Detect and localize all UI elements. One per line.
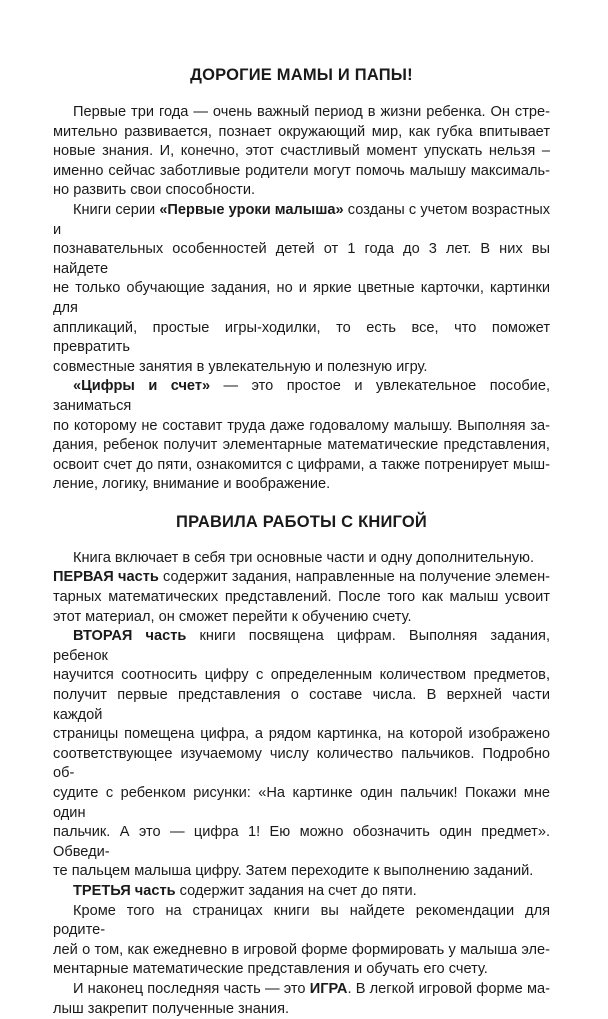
text-line: Кроме того на страницах книги вы найдете рекомендации для родите-: [53, 902, 550, 939]
text-line: судите с ребенком рисунки: «На картинке один пальчик! Покажи мне один: [53, 785, 550, 821]
text-line: аппликаций, простые игры-ходилки, то есть все, что поможет превратить: [53, 319, 550, 356]
text-line: [53, 201, 550, 240]
paragraph-book-series: [53, 201, 550, 377]
text-line: лей о том, как ежедневно в игровой форме формировать у малыша эле-: [53, 941, 550, 958]
part-three-label: ТРЕТЬЯ часть: [73, 882, 176, 899]
text-run: — это простое и увлекательное пособие, заниматься: [53, 378, 550, 414]
text-line: страницы помещена цифра, а рядом картинка, на которой изображено: [53, 726, 550, 743]
text-run: И наконец последняя часть — это: [73, 980, 310, 997]
text-run: Книги серии: [73, 201, 160, 218]
text-line: [53, 627, 550, 666]
text-line: по которому не составит труда даже годовалому малышу. Выполняя за-: [53, 417, 550, 434]
text-line: дания, ребенок получит элементарные математические представления,: [53, 437, 550, 454]
text-run: содержит задания, направленные на получение элемен-: [158, 569, 550, 586]
text-run: созданы с учетом возрастных и: [53, 201, 550, 238]
book-name: «Цифры и счет»: [73, 378, 211, 395]
text-run: . В легкой игровой форме ма-: [347, 980, 550, 997]
text-line: освоит счет до пяти, ознакомится с цифрами, а также потренирует мыш-: [53, 456, 550, 473]
text-line: не только обучающие задания, но и яркие цветные карточки, картинки для: [53, 280, 550, 316]
text-line: получит первые представления о составе числа. В верхней части каждой: [53, 687, 550, 723]
game-label: ИГРА: [309, 980, 348, 997]
paragraph-numbers-and-counting: [53, 377, 550, 495]
paragraph-part-two: [53, 627, 550, 882]
text-line: [53, 882, 550, 902]
text-run: книги посвящена цифрам. Выполняя задания, ребенок: [53, 628, 550, 664]
text-line: пальчик. А это — цифра 1! Ею можно обозначить один предмет». Обведи-: [53, 824, 550, 860]
text-line: но развить свои способности.: [53, 182, 256, 199]
text-line: новые знания. И, конечно, этот счастливый момент упускать нельзя –: [53, 143, 550, 160]
text-line: соответствующее изучаемому числу количество пальчиков. Подробно об-: [53, 745, 550, 782]
paragraph-recommendations: [53, 902, 550, 980]
section-title-rules: ПРАВИЛА РАБОТЫ С КНИГОЙ: [176, 512, 427, 531]
text-line: научится соотносить цифру с определенным количеством предметов,: [53, 667, 550, 684]
text-line: этот материал, он сможет перейти к обучению счету.: [53, 608, 412, 625]
text-line: Книга включает в себя три основные части и одну дополнительную.: [73, 549, 535, 566]
text-line: познавательных особенностей детей от 1 года до 3 лет. В них вы найдете: [53, 241, 550, 277]
text-line: именно сейчас заботливые родители могут помочь малышу максималь-: [53, 162, 550, 179]
text-line: лыш закрепит полученные знания.: [53, 1000, 290, 1017]
section-title-dear-parents: ДОРОГИЕ МАМЫ И ПАПЫ!: [190, 66, 413, 84]
text-run: содержит задания на счет до пяти.: [175, 882, 417, 899]
paragraph-part-three: [53, 882, 550, 902]
text-line: мительно развивается, познает окружающий мир, как губка впитывает: [53, 123, 550, 140]
paragraph-book-parts: [53, 549, 550, 627]
text-line: совместные занятия в увлекательную и полезную игру.: [53, 358, 428, 375]
paragraph-game: [53, 980, 550, 1019]
text-line: [53, 377, 550, 416]
text-line: ментарные математические представления и обучать его счету.: [53, 961, 488, 978]
text-line: ление, логику, внимание и воображение.: [53, 476, 331, 493]
text-line: тарных математических представлений. После того как малыш усвоит: [53, 589, 550, 606]
text-line: Первые три года — очень важный период в жизни ребенка. Он стре-: [73, 104, 550, 120]
text-line: те пальцем малыша цифру. Затем переходите к выполнению заданий.: [53, 863, 534, 880]
paragraph-intro: [53, 103, 550, 201]
text-line: [53, 568, 550, 588]
series-name: «Первые уроки малыша»: [159, 201, 344, 218]
part-two-label: ВТОРАЯ часть: [73, 628, 187, 645]
part-one-label: ПЕРВАЯ часть: [53, 569, 159, 586]
text-line: [53, 980, 550, 1000]
